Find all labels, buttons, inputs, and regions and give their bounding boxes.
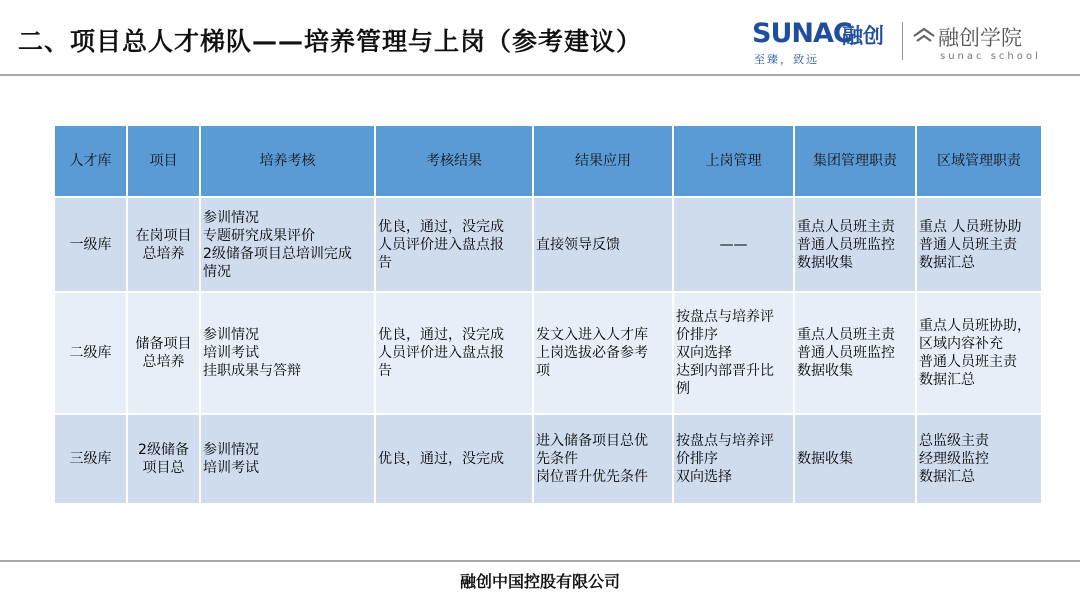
application-cell bbox=[533, 414, 673, 504]
cell-line: 人员评价进入盘点报 bbox=[378, 236, 504, 253]
academy-logo-cn: 融创学院 bbox=[938, 26, 1022, 50]
cell-line: 优良，通过，没完成 bbox=[378, 218, 504, 235]
cell-line: 挂职成果与答辩 bbox=[203, 363, 301, 379]
cell-line: —— bbox=[719, 236, 748, 253]
academy-logo-icon bbox=[912, 24, 936, 52]
cell-line: 发文入进入人才库 bbox=[536, 327, 648, 343]
application-cell bbox=[533, 292, 673, 414]
cell-line: 优良，通过，没完成 bbox=[378, 451, 504, 467]
cell-line: 培训考试 bbox=[203, 345, 259, 361]
cell-line: 重点人员班协助， bbox=[919, 318, 1031, 334]
level-cell: 一级库 bbox=[54, 197, 127, 292]
table-row bbox=[54, 197, 1042, 292]
cell-line: 经理级监控 bbox=[919, 451, 989, 467]
cell-line: 在岗项目 bbox=[135, 227, 192, 244]
cell-line: 直接领导反馈 bbox=[536, 236, 620, 253]
logo-area bbox=[752, 18, 1062, 66]
cell-line: 区域内容补充 bbox=[919, 336, 1003, 352]
cell-line: 例 bbox=[676, 381, 690, 397]
cell-line: 达到内部晋升比 bbox=[676, 363, 774, 379]
cell-line: 储备项目 bbox=[135, 336, 192, 352]
cell-line: 先条件 bbox=[536, 451, 578, 467]
result-cell bbox=[375, 292, 533, 414]
cell-line: 总监级主责 bbox=[919, 433, 989, 449]
placement-cell bbox=[673, 292, 794, 414]
talent-pipeline-table bbox=[53, 124, 1043, 505]
academy-logo-en: sunac school bbox=[940, 51, 1041, 62]
group-duty-cell bbox=[794, 292, 916, 414]
level-cell: 二级库 bbox=[54, 292, 127, 414]
cell-line: 项 bbox=[536, 363, 550, 379]
placement-cell bbox=[673, 414, 794, 504]
table-row bbox=[54, 414, 1042, 504]
table-header-row bbox=[54, 125, 1042, 197]
cell-line: 情况 bbox=[203, 263, 231, 280]
cell-line: 数据收集 bbox=[797, 254, 853, 271]
cell-line: 岗位晋升优先条件 bbox=[536, 469, 648, 485]
cell-line: 培训考试 bbox=[203, 460, 259, 476]
cell-line: 双向选择 bbox=[676, 345, 732, 361]
cell-line: 普通人员班监控 bbox=[797, 345, 895, 361]
cell-line: 人员评价进入盘点报 bbox=[378, 345, 504, 361]
cell-line: 价排序 bbox=[676, 451, 718, 467]
cell-line: 参训情况 bbox=[203, 442, 259, 458]
cell-line: 普通人员班主责 bbox=[919, 236, 1017, 253]
header-cell: 项目 bbox=[127, 125, 200, 197]
header-cell: 考核结果 bbox=[375, 125, 533, 197]
cell-line: 优良，通过，没完成 bbox=[378, 327, 504, 343]
project-cell bbox=[127, 414, 200, 504]
cell-line: 价排序 bbox=[676, 327, 718, 343]
cell-line: 数据收集 bbox=[797, 363, 853, 379]
sunac-logo-cn: 融创 bbox=[842, 24, 884, 48]
group-duty-cell bbox=[794, 197, 916, 292]
header-cell: 结果应用 bbox=[533, 125, 673, 197]
training-cell bbox=[200, 292, 375, 414]
cell-line: 告 bbox=[378, 254, 392, 271]
header-cell: 集团管理职责 bbox=[794, 125, 916, 197]
project-cell bbox=[127, 197, 200, 292]
project-cell bbox=[127, 292, 200, 414]
level-cell: 三级库 bbox=[54, 414, 127, 504]
cell-line: 进入储备项目总优 bbox=[536, 433, 648, 449]
cell-line: 重点人员班主责 bbox=[797, 327, 895, 343]
sunac-slogan: 至臻，致远 bbox=[754, 53, 819, 66]
cell-line: 普通人员班监控 bbox=[797, 236, 895, 253]
table-row bbox=[54, 292, 1042, 414]
cell-line: 2级储备 bbox=[138, 442, 189, 458]
cell-line: 数据汇总 bbox=[919, 469, 975, 485]
cell-line: 告 bbox=[378, 363, 392, 379]
footer-divider bbox=[0, 560, 1080, 562]
header-cell: 区域管理职责 bbox=[916, 125, 1042, 197]
footer-company: 融创中国控股有限公司 bbox=[459, 572, 620, 591]
header-cell: 培养考核 bbox=[200, 125, 375, 197]
placement-cell bbox=[673, 197, 794, 292]
application-cell bbox=[533, 197, 673, 292]
cell-line: 重点 人员班协助 bbox=[919, 218, 1022, 235]
cell-line: 上岗选拔必备参考 bbox=[536, 345, 648, 361]
region-duty-cell bbox=[916, 414, 1042, 504]
training-cell bbox=[200, 197, 375, 292]
cell-line: 按盘点与培养评 bbox=[676, 309, 774, 325]
cell-line: 重点人员班主责 bbox=[797, 218, 895, 235]
training-cell bbox=[200, 414, 375, 504]
cell-line: 参训情况 bbox=[203, 209, 259, 226]
region-duty-cell bbox=[916, 292, 1042, 414]
logo-divider bbox=[902, 22, 903, 60]
cell-line: 数据收集 bbox=[797, 451, 853, 467]
cell-line: 双向选择 bbox=[676, 469, 732, 485]
page-title: 二、项目总人才梯队——培养管理与上岗（参考建议） bbox=[18, 27, 643, 56]
region-duty-cell bbox=[916, 197, 1042, 292]
cell-line: 数据汇总 bbox=[919, 254, 975, 271]
cell-line: 项目总 bbox=[142, 460, 185, 476]
cell-line: 总培养 bbox=[142, 245, 185, 262]
header-cell: 人才库 bbox=[54, 125, 127, 197]
cell-line: 按盘点与培养评 bbox=[676, 433, 774, 449]
header-cell: 上岗管理 bbox=[673, 125, 794, 197]
cell-line: 2级储备项目总培训完成 bbox=[203, 245, 352, 262]
cell-line: 普通人员班主责 bbox=[919, 354, 1017, 370]
result-cell bbox=[375, 414, 533, 504]
result-cell bbox=[375, 197, 533, 292]
cell-line: 参训情况 bbox=[203, 327, 259, 343]
sunac-logo-text: SUNAC bbox=[752, 18, 852, 49]
cell-line: 总培养 bbox=[142, 354, 185, 370]
group-duty-cell bbox=[794, 414, 916, 504]
header-divider bbox=[0, 74, 1080, 76]
cell-line: 数据汇总 bbox=[919, 372, 975, 388]
cell-line: 专题研究成果评价 bbox=[203, 227, 315, 244]
